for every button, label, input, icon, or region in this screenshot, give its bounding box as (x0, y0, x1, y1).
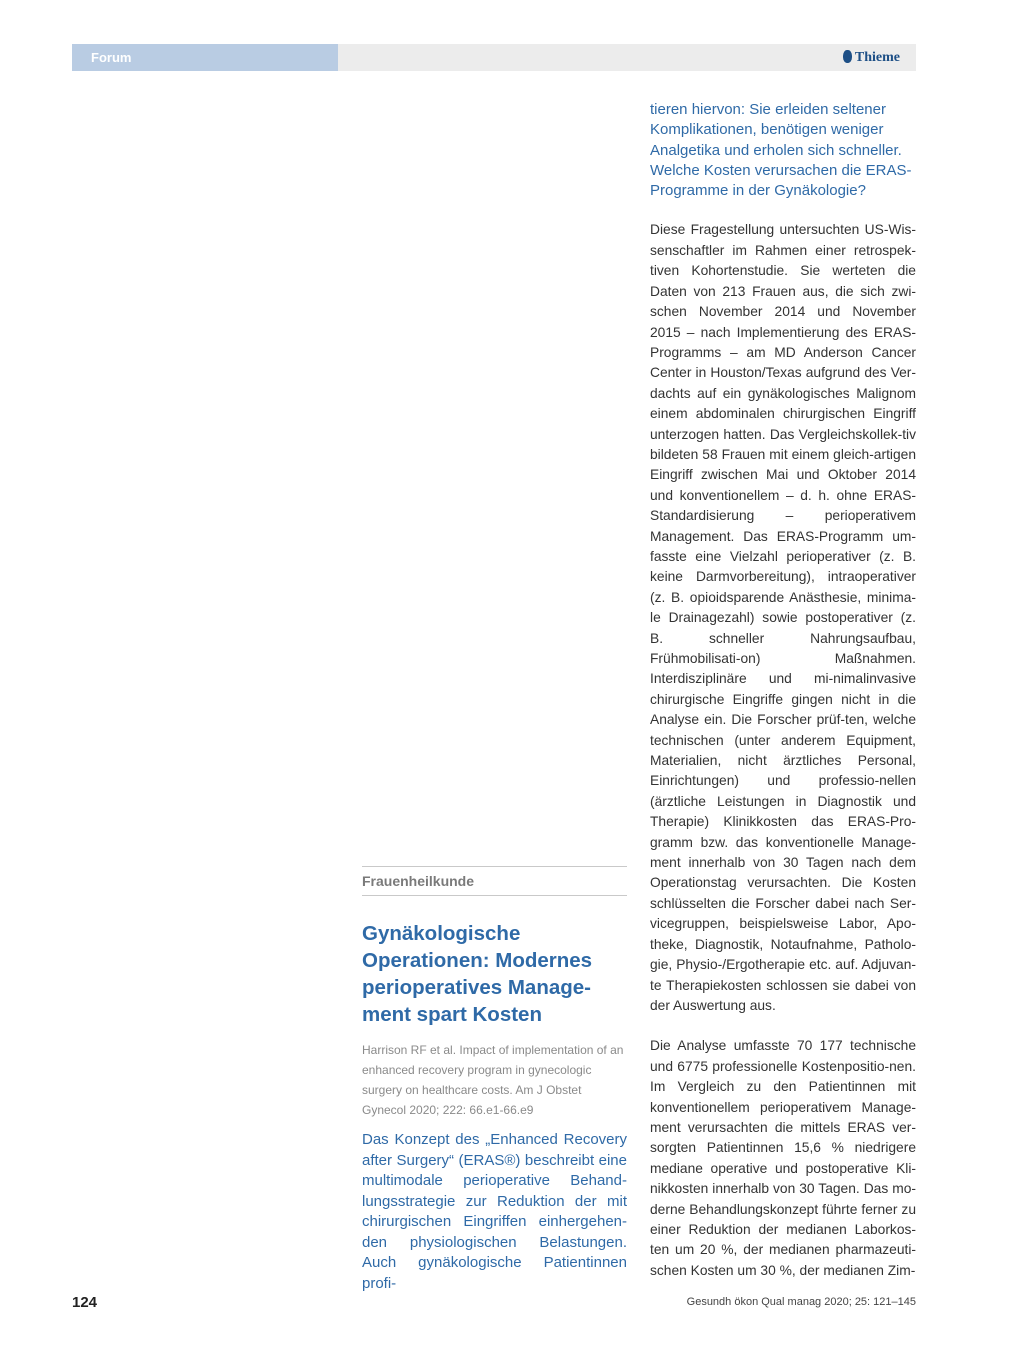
header-bar (72, 44, 916, 71)
article-lead-continued: tieren hiervon: Sie erleiden seltener Komplikationen, benötigen weniger Analgetika und erholen sich schneller. Welche Kosten verursachen die ERAS-Programme in der Gynäkologie? (650, 101, 912, 200)
body-paragraph: Die Analyse umfasste 70 177 technische und 6775 professionelle Kostenpositio-nen. Im Vergleich zu den Patientinnen mit konventionellem perioperativem Manage-ment verursachten die mittels ERAS ver-sorgten Patientinnen 15,6 % niedrigere mediane operative und postoperative Kli-nikkosten innerhalb von 30 Tagen. Das mo-derne Behandlungskonzept führte ferner zu einer Reduktion der medianen Laborkos-ten um 20 %, der medianen pharmazeuti-schen Kosten um 30 %, der medianen Zim- (650, 1038, 916, 1278)
thieme-logo-icon (843, 50, 852, 63)
journal-citation: Gesundh ökon Qual manag 2020; 25: 121–145 (686, 1296, 916, 1308)
section-tab: Forum (72, 44, 338, 71)
section-label: Frauenheilkunde (362, 873, 475, 889)
brand-name: Thieme (854, 50, 900, 65)
article-reference: Harrison RF et al. Impact of implementation of an enhanced recovery program in gynecologic surgery on healthcare costs. Am J Obstet Gynecol 2020; 222: 66.e1-66.e9 (362, 1043, 624, 1117)
divider (362, 895, 627, 896)
article-column-right (650, 100, 916, 1281)
page-number: 124 (72, 1294, 98, 1311)
article-title: Gynäkologische Operationen: Modernes perioperatives Manage-ment spart Kosten (362, 922, 593, 1026)
article-lead: Das Konzept des „Enhanced Recovery after Surgery“ (ERAS®) beschreibt eine multimodale perioperative Behand-lungsstrategie zur Reduktion der mit chirurgischen Eingriffen einhergehen-den physiologischen Belastungen. Auch gynäkologische Patientinnen profi- (362, 1131, 627, 1292)
article-column-left (362, 866, 627, 1294)
publisher-brand (843, 44, 900, 71)
body-paragraph: Diese Fragestellung untersuchten US-Wis-senschaftler im Rahmen einer retrospek-tiven Kohortenstudie. Sie werteten die Daten von 213 Frauen aus, die sich zwi-schen November 2014 und November 2015 – nach Implementierung des ERAS-Programms – am MD Anderson Cancer Center in Houston/Texas aufgrund des Ver-dachts auf ein gynäkologisches Malignom einem abdominalen chirurgischen Eingriff unterzogen hatten. Das Vergleichskollek-tiv bildeten 58 Frauen mit einem gleich-artigen Eingriff zwischen Mai und Oktober 2014 und konventionellem – d. h. ohne ERAS-Standardisierung – perioperativem Management. Das ERAS-Programm um-fasste eine Vielzahl perioperativer (z. B. keine Darmvorbereitung), intraoperativer (z. B. opioidsparende Anästhesie, minima-le Drainagezahl) sowie postoperativer (z. B. schneller Nahrungsaufbau, Frühmobilisati-on) Maßnahmen. Interdisziplinäre und mi-nimalinvasive chirurgische Eingriffe gingen nicht in die Analyse ein. Die Forscher prüf-ten, welche technischen (unter anderem Equipment, Materialien, nicht ärztliches Personal, Einrichtungen) und professio-nellen (ärztliche Leistungen in Diagnostik und Therapie) Klinikkosten das ERAS-Pro-gramm bzw. das konventionelle Manage-ment innerhalb von 30 Tagen nach dem Operationstag verursachten. Die Kosten schlüsselten die Forscher dabei nach Ser-vicegruppen, beispielsweise Labor, Apo-theke, Diagnostik, Notaufnahme, Patholo-gie, Physio-/Ergotherapie etc. auf. Adjuvan-te Therapiekosten schlossen sie dabei von der Auswertung aus. (650, 222, 916, 1013)
